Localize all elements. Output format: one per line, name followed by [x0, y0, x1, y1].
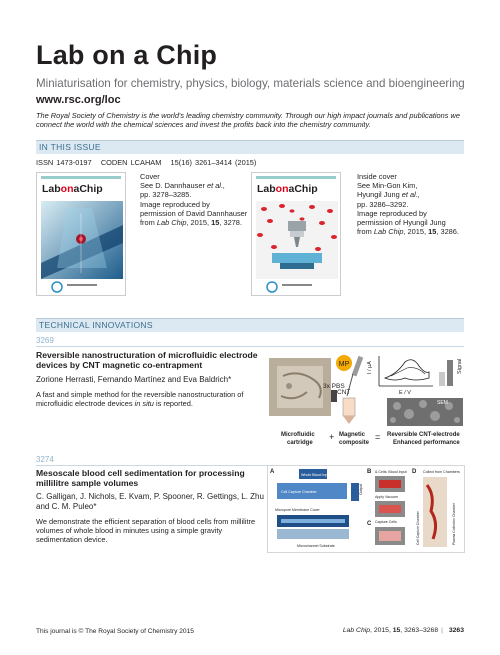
svg-text:I / µA: I / µA [367, 361, 373, 374]
article-graphic-cnt-electrode [267, 352, 465, 452]
article-title[interactable]: Mesoscale blood cell sedimentation for processing millilitre sample volumes [36, 468, 245, 489]
article-graphic-sedimentation [267, 465, 465, 553]
front-cover-caption [140, 172, 250, 227]
svg-text:& Cells: Blood Input: & Cells: Blood Input [375, 470, 407, 474]
cover-logo: LabonaChip [42, 183, 103, 195]
cover-see: See Min-Gon Kim, [357, 181, 418, 191]
cover-credit: permission of Hyungil Jung [357, 218, 446, 228]
section-technical-innovations [36, 318, 464, 332]
svg-text:Signal: Signal [457, 358, 463, 374]
svg-text:=: = [375, 432, 381, 442]
cover-label: Cover [140, 172, 160, 181]
cover-credit: from Lab Chip, 2015, 15, 3286. [357, 227, 459, 237]
issn: ISSN 1473-0197 [36, 158, 92, 167]
svg-text:B: B [367, 469, 372, 475]
article-authors: Zorione Herrasti, Fernando Martínez and Eva Baldrich* [36, 375, 232, 384]
inside-cover-caption [357, 172, 467, 236]
section-heading: TECHNICAL INNOVATIONS [39, 320, 153, 330]
footer-citation: Lab Chip, 2015, 15, 3263–3268 | 3263 [342, 627, 464, 634]
svg-text:Magnetic: Magnetic [339, 432, 366, 438]
svg-text:composite: composite [339, 440, 370, 446]
cover-credit: Image reproduced by [140, 199, 210, 209]
article-divider [36, 346, 464, 347]
graphic-artwork [267, 465, 465, 553]
svg-text:+: + [329, 432, 335, 442]
svg-text:cartridge: cartridge [287, 440, 313, 446]
svg-text:Apply Vacuum: Apply Vacuum [375, 495, 398, 499]
svg-text:SEM: SEM [437, 400, 448, 406]
svg-text:Whole Blood Input: Whole Blood Input [301, 473, 331, 477]
svg-text:Cell Capture Chamber: Cell Capture Chamber [416, 511, 420, 545]
cover-label: Inside cover [357, 172, 397, 181]
svg-text:Capture Cells: Capture Cells [375, 520, 397, 524]
cover-see: See D. Dannhauser et al., [140, 181, 226, 191]
cover-artwork [37, 173, 126, 296]
article-abstract: We demonstrate the efficient separation of blood cells from millilitre volumes of whole blood in minutes using a simple gravity sedimentation device. [36, 517, 256, 545]
footer-copyright: This journal is © The Royal Society of Chemistry 2015 [36, 628, 194, 635]
article-page-number: 3274 [36, 455, 54, 464]
cover-credit: permission of David Dannhauser [140, 208, 248, 218]
cover-authors: Hyungil Jung et al., [357, 190, 420, 200]
svg-text:E / V: E / V [399, 390, 411, 396]
cover-pages: pp. 3278–3285. [140, 190, 192, 200]
svg-text:A: A [270, 469, 275, 475]
svg-text:Cell Capture Chamber: Cell Capture Chamber [281, 490, 317, 494]
svg-text:Enhanced performance: Enhanced performance [393, 440, 460, 446]
cover-artwork [252, 173, 341, 296]
cover-credit: from Lab Chip, 2015, 15, 3278. [140, 218, 242, 228]
cover-credit: Image reproduced by [357, 208, 427, 218]
svg-text:Collect from Chambers: Collect from Chambers [423, 470, 460, 474]
svg-text:Plasma Collection Chamber: Plasma Collection Chamber [452, 502, 456, 545]
journal-title: Lab on a Chip [36, 40, 218, 70]
issn-line [36, 158, 256, 167]
cover-logo: LabonaChip [257, 183, 318, 195]
article-title[interactable]: Reversible nanostructuration of microfluidic electrode devices by CNT magnetic co-entrapment [36, 350, 258, 371]
svg-text:D: D [412, 469, 417, 475]
svg-text:3x PBS: 3x PBS [323, 383, 345, 390]
journal-subtitle: Miniaturisation for chemistry, physics, biology, materials science and bioengineering [36, 77, 465, 90]
article-abstract: A fast and simple method for the reversible nanostructuration of microfluidic electrode devices in situ is reported. [36, 390, 244, 409]
svg-text:CNT: CNT [337, 389, 351, 396]
svg-text:MP: MP [338, 361, 350, 368]
svg-text:Microfluidic: Microfluidic [281, 432, 315, 438]
section-heading: IN THIS ISSUE [39, 142, 101, 152]
svg-text:Microchannel Substrate: Microchannel Substrate [297, 544, 335, 548]
graphic-artwork [267, 352, 465, 452]
svg-text:Micropore Membrane Cover: Micropore Membrane Cover [275, 508, 320, 512]
coden: CODEN LCAHAM [100, 158, 162, 167]
journal-mission: The Royal Society of Chemistry is the world's leading chemistry community. Through our high impact journals and publications we connect the world with the chemical sciences and invest the profits back into the chemistry community. [36, 111, 460, 130]
svg-text:C: C [367, 521, 372, 527]
article-authors: C. Galligan, J. Nichols, E. Kvam, P. Spooner, R. Gettings, L. Zhu and C. M. Puleo* [36, 492, 264, 511]
journal-url[interactable]: www.rsc.org/loc [36, 94, 121, 106]
svg-text:Reversible CNT-electrode: Reversible CNT-electrode [387, 432, 460, 438]
section-in-this-issue [36, 140, 464, 154]
article-page-number: 3269 [36, 336, 54, 345]
svg-text:Output: Output [359, 484, 363, 495]
front-cover-image[interactable] [36, 172, 126, 296]
cover-pages: pp. 3286–3292. [357, 199, 409, 209]
page-number: 3263 [448, 627, 464, 634]
volume-pages: 15(16) 3261–3414 (2015) [170, 158, 257, 167]
inside-cover-image[interactable] [251, 172, 341, 296]
